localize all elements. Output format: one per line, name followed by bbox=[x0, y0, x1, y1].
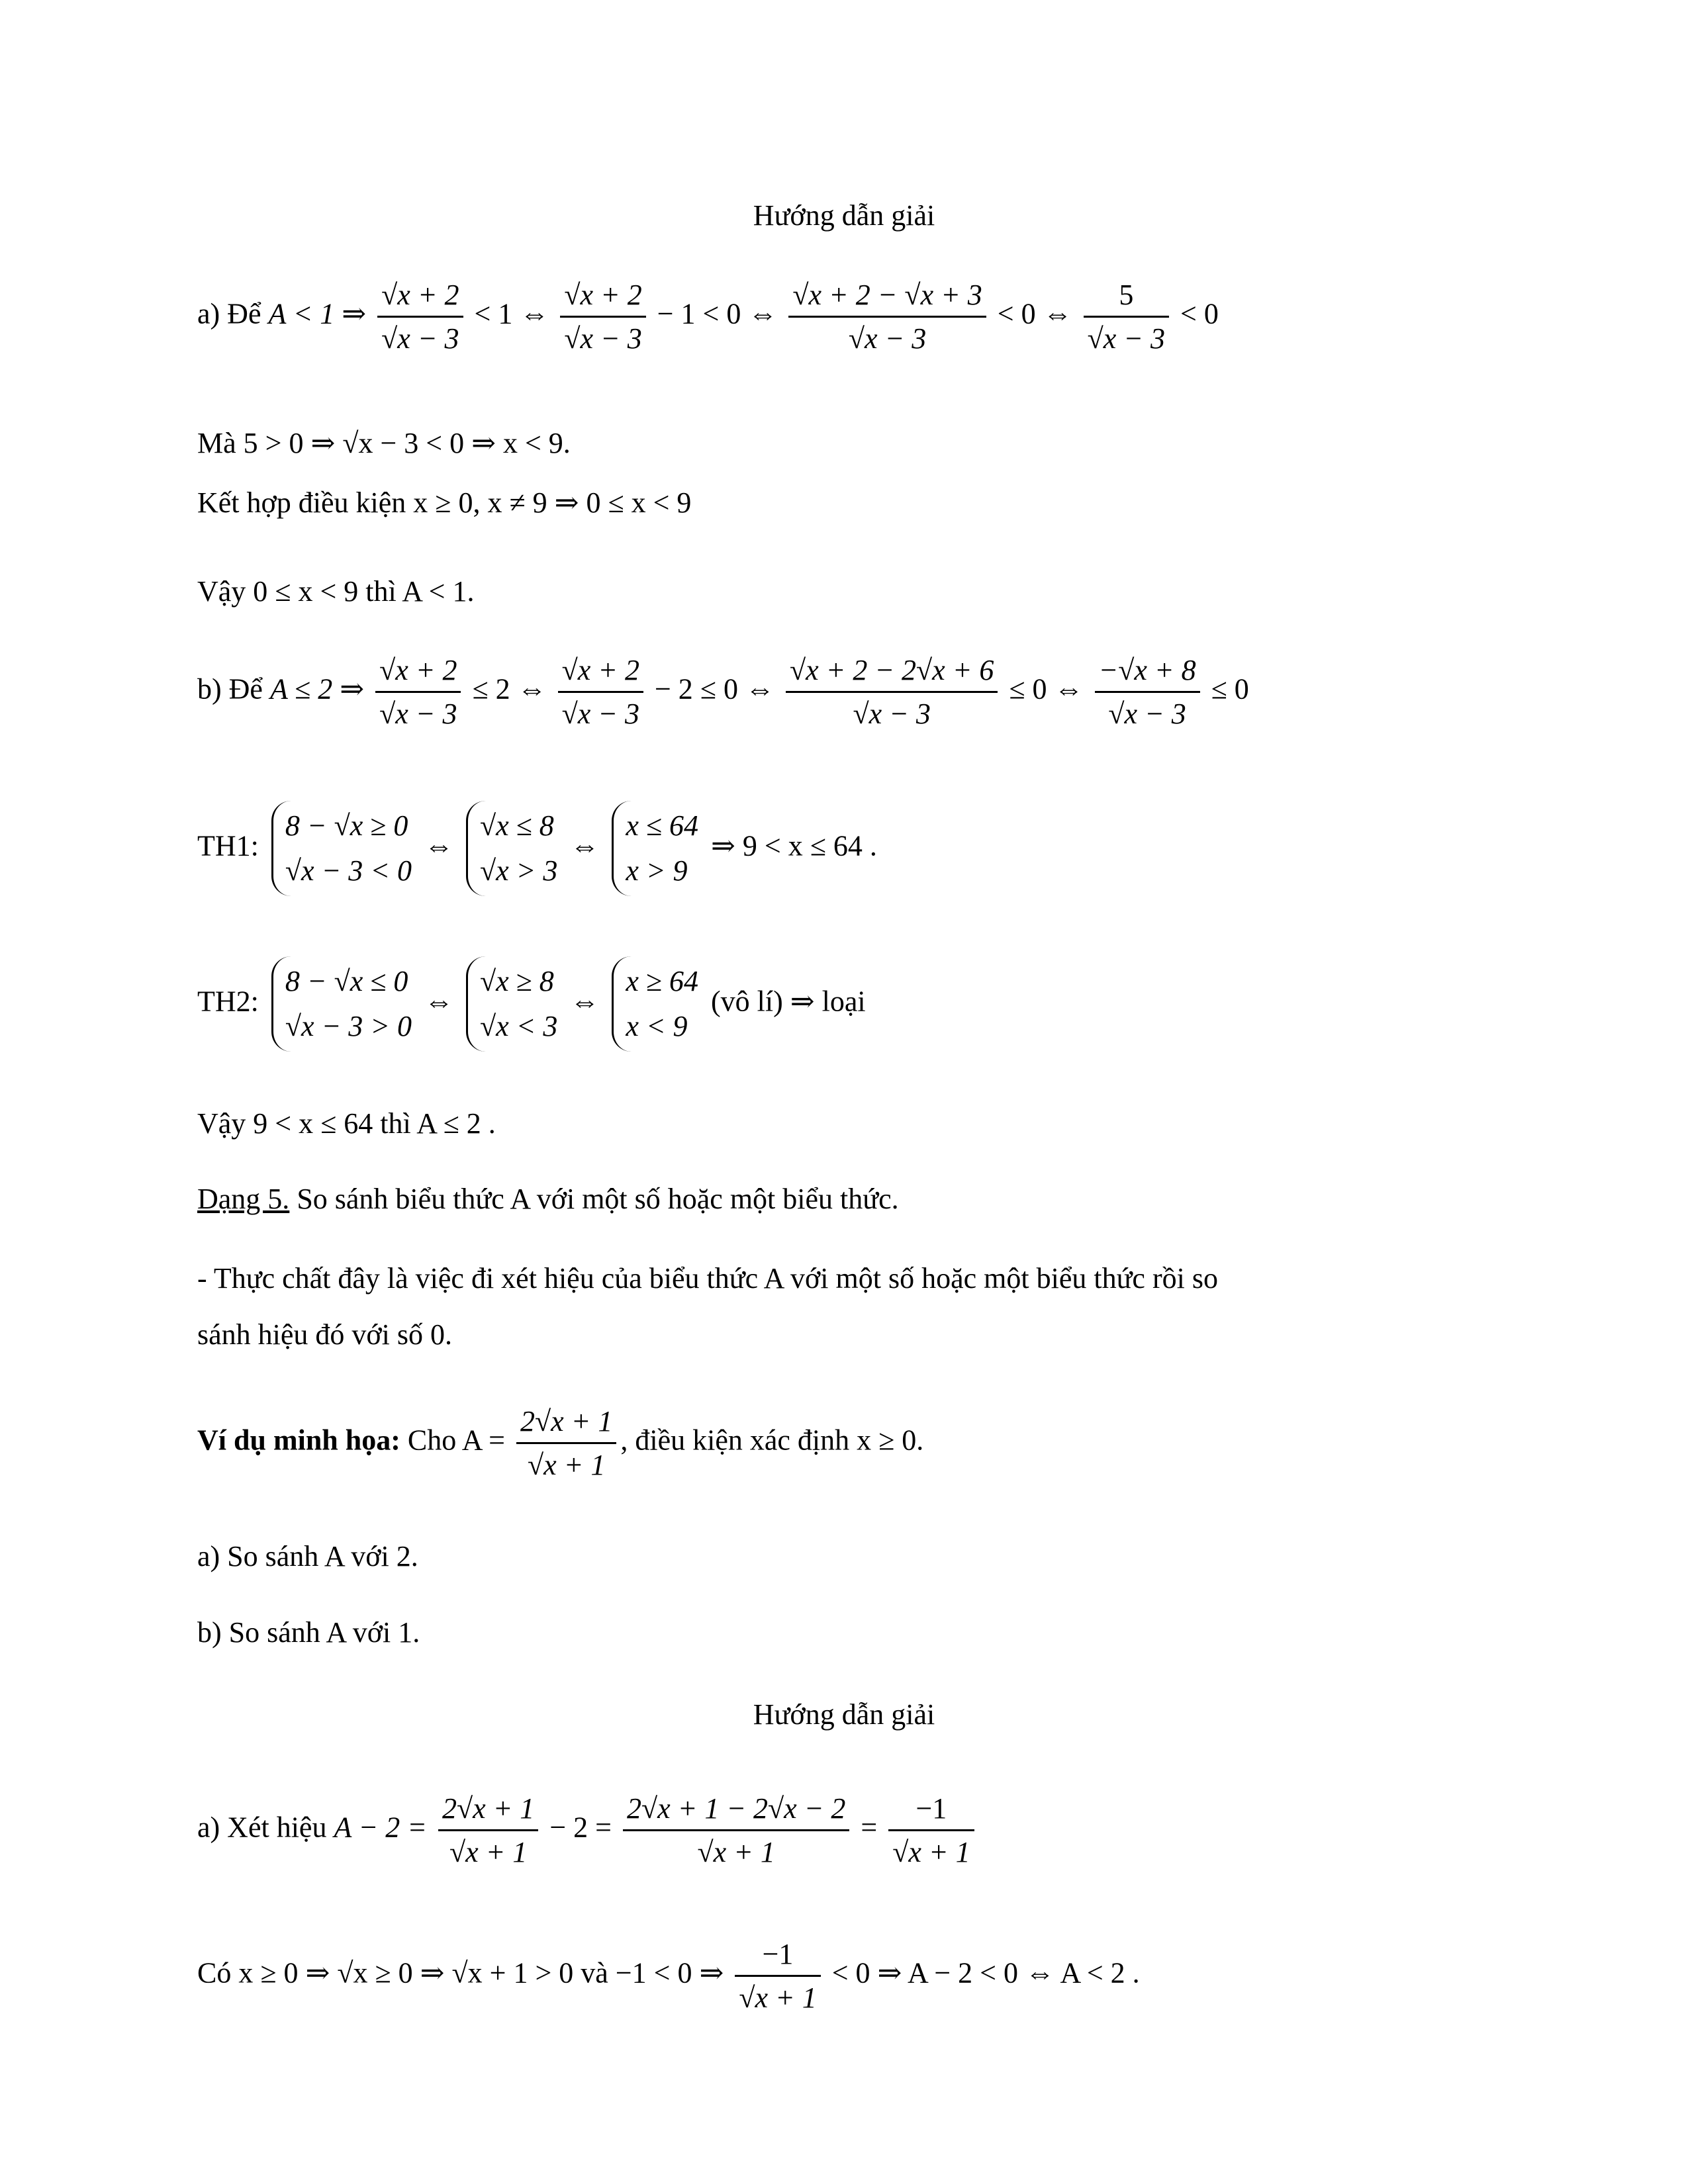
fraction: $\frac{√x + 2}{√x - 3}$ bbox=[560, 277, 645, 357]
system-brace: 8 − √x ≥ 0 √x − 3 < 0 bbox=[271, 801, 412, 896]
description-line-2: sánh hiệu đó với số 0. bbox=[197, 1318, 453, 1351]
example: Ví dụ minh họa: Cho A = $\frac{2√x + 1}{√x + 1}$ , điều kiện xác định x ≥ 0. bbox=[197, 1403, 923, 1483]
section-label: Dạng 5. bbox=[197, 1183, 290, 1215]
system-brace: x ≥ 64 x < 9 bbox=[612, 956, 698, 1052]
fraction: $\frac{√x + 2}{√x - 3}$ bbox=[377, 277, 463, 357]
fraction: $\frac{2√x + 1}{√x + 1}$ bbox=[516, 1403, 616, 1483]
heading-solution-1: Hướng dẫn giải bbox=[753, 199, 935, 232]
section-title: So sánh biểu thức A với một số hoặc một biểu thức. bbox=[289, 1183, 899, 1215]
part-b-label: b) Để bbox=[197, 672, 263, 705]
question-a: a) So sánh A với 2. bbox=[197, 1540, 418, 1572]
fraction: $\frac{2√x + 1 - 2√x - 2}{√x + 1}$ bbox=[623, 1790, 849, 1870]
example-label: Ví dụ minh họa: bbox=[197, 1424, 400, 1457]
part-a-derivation: a) Để A < 1 ⇒ $\frac{√x + 2}{√x - 3}$ < 1 ⇔ $\frac{√x + 2}{√x - 3}$ − 1 < 0 ⇔ $\frac{√x + 2 - √x + 3}{√x - 3}$ < 0 ⇔ $\frac{5}{√x - 3}$ < 0 bbox=[197, 277, 1219, 357]
part-b-derivation: b) Để A ≤ 2 ⇒ $\frac{√x + 2}{√x - 3}$ ≤ 2 ⇔ $\frac{√x + 2}{√x - 3}$ − 2 ≤ 0 ⇔ $\frac{√x + 2 - 2√x + 6}{√x - 3}$ ≤ 0 ⇔ $\frac{-√x + 8}{√x - 3}$ ≤ 0 bbox=[197, 652, 1249, 732]
line-vay-2: Vậy 9 < x ≤ 64 thì A ≤ 2 . bbox=[197, 1107, 496, 1140]
fraction: $\frac{√x + 2}{√x - 3}$ bbox=[558, 652, 643, 732]
line-ma: Mà 5 > 0 ⇒ √x − 3 < 0 ⇒ x < 9. bbox=[197, 427, 571, 459]
question-b: b) So sánh A với 1. bbox=[197, 1616, 420, 1649]
system-brace: 8 − √x ≤ 0 √x − 3 > 0 bbox=[271, 956, 412, 1052]
line-ket-hop: Kết hợp điều kiện x ≥ 0, x ≠ 9 ⇒ 0 ≤ x < 9 bbox=[197, 486, 692, 519]
fraction: $\frac{√x + 2 - √x + 3}{√x - 3}$ bbox=[788, 277, 986, 357]
heading-solution-2: Hướng dẫn giải bbox=[753, 1698, 935, 1731]
fraction: $\frac{5}{√x - 3}$ bbox=[1084, 277, 1169, 357]
fraction: $\frac{-1}{√x + 1}$ bbox=[888, 1790, 974, 1870]
case-2: TH2: 8 − √x ≤ 0 √x − 3 > 0 ⇔ √x ≥ 8 √x < 3 ⇔ x ≥ 64 x < 9 (vô lí) ⇒ loại bbox=[197, 956, 866, 1052]
case-1: TH1: 8 − √x ≥ 0 √x − 3 < 0 ⇔ √x ≤ 8 √x > 3 ⇔ x ≤ 64 x > 9 ⇒ 9 < x ≤ 64 . bbox=[197, 801, 877, 896]
fraction: $\frac{√x + 2 - 2√x + 6}{√x - 3}$ bbox=[786, 652, 998, 732]
system-brace: √x ≥ 8 √x < 3 bbox=[466, 956, 557, 1052]
system-brace: x ≤ 64 x > 9 bbox=[612, 801, 698, 896]
fraction: $\frac{√x + 2}{√x - 3}$ bbox=[375, 652, 461, 732]
line-vay-1: Vậy 0 ≤ x < 9 thì A < 1. bbox=[197, 575, 475, 608]
fraction: $\frac{-√x + 8}{√x - 3}$ bbox=[1095, 652, 1200, 732]
fraction: $\frac{2√x + 1}{√x + 1}$ bbox=[438, 1790, 538, 1870]
system-brace: √x ≤ 8 √x > 3 bbox=[466, 801, 557, 896]
solution-a: a) Xét hiệu A − 2 = $\frac{2√x + 1}{√x + 1}$ − 2 = $\frac{2√x + 1 - 2√x - 2}{√x + 1}$ = $\frac{-1}{√x + 1}$ bbox=[197, 1790, 978, 1870]
part-a-label: a) Để bbox=[197, 297, 261, 330]
part-b-condition: A ≤ 2 ⇒ bbox=[269, 672, 365, 705]
section-dang-5 bbox=[197, 1185, 899, 1214]
fraction: $\frac{-1}{√x + 1}$ bbox=[735, 1936, 820, 2016]
description-line-1: - Thực chất đây là việc đi xét hiệu của biểu thức A với một số hoặc một biểu thức rồi so bbox=[197, 1262, 1218, 1295]
line-co: Có x ≥ 0 ⇒ √x ≥ 0 ⇒ √x + 1 > 0 và −1 < 0 ⇒ $\frac{-1}{√x + 1}$ < 0 ⇒ A − 2 < 0 ⇔ A < 2 . bbox=[197, 1936, 1140, 2016]
part-a-condition: A < 1 ⇒ bbox=[268, 297, 367, 330]
